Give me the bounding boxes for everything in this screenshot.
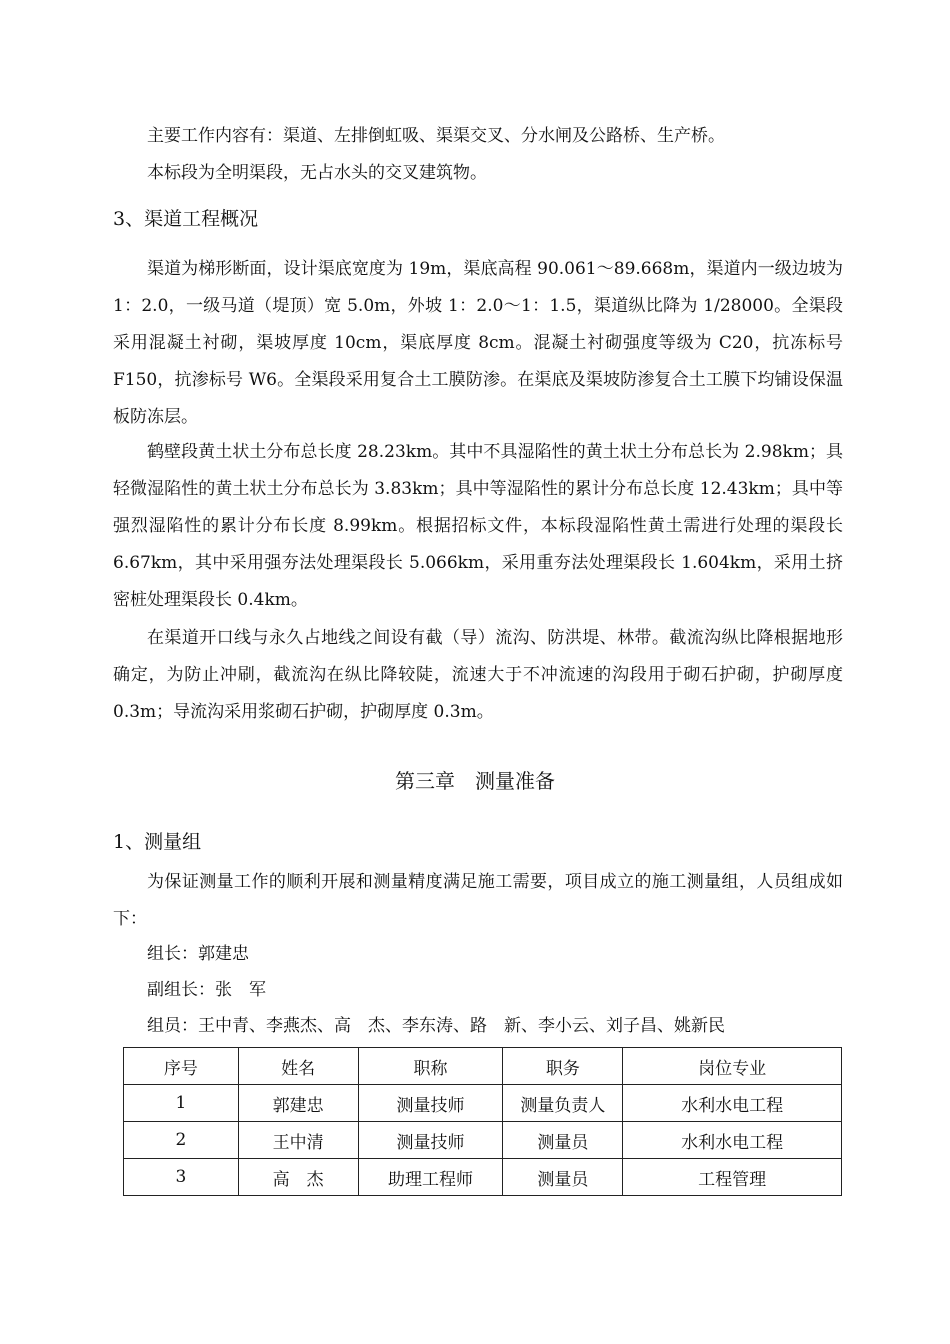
table-cell: 王中清 [238,1122,358,1159]
header-position: 职务 [503,1048,623,1085]
table-header-row [124,1048,842,1085]
table-row [124,1159,842,1196]
staff-table [123,1047,842,1196]
section-1-paragraph: 为保证测量工作的顺利开展和测量精度满足施工需要，项目成立的施工测量组，人员组成如下： [113,872,843,929]
table-cell: 1 [124,1085,239,1122]
table-row [124,1122,842,1159]
chapter-title: 第三章 测量准备 [395,769,555,793]
table-cell: 郭建忠 [238,1085,358,1122]
section-1-heading: 1、测量组 [113,831,202,853]
table-cell: 测量员 [503,1122,623,1159]
intro-line-1: 主要工作内容有：渠道、左排倒虹吸、渠渠交叉、分水闸及公路桥、生产桥。 [147,126,725,146]
table-cell: 工程管理 [623,1159,842,1196]
header-index: 序号 [124,1048,239,1085]
section-3-heading: 3、渠道工程概况 [113,208,259,230]
header-specialty: 岗位专业 [623,1048,842,1085]
header-name: 姓名 [238,1048,358,1085]
header-title: 职称 [358,1048,503,1085]
table-cell: 助理工程师 [358,1159,503,1196]
table-cell: 测量技师 [358,1085,503,1122]
section-3-paragraph-1: 渠道为梯形断面，设计渠底宽度为 19m，渠底高程 90.061～89.668m，渠道内一级边坡为 1：2.0，一级马道（堤顶）宽 5.0m，外坡 1：2.0～1：1.5，渠道纵比降为 1/28000。全渠段采用混凝土衬砌，渠坡厚度 10cm，渠底厚度 8cm。混凝土衬砌强度等级为 C20，抗冻标号 F150，抗渗标号 W6。全渠段采用复合土工膜防渗。在渠底及渠坡防渗复合土工膜下均铺设保温板防冻层。 [113,259,843,427]
table-cell: 2 [124,1122,239,1159]
team-leader: 组长：郭建忠 [147,944,249,964]
table-cell: 高 杰 [238,1159,358,1196]
deputy-leader: 副组长：张 军 [147,980,266,1000]
table-cell: 测量员 [503,1159,623,1196]
table-cell: 3 [124,1159,239,1196]
section-3-paragraph-3: 在渠道开口线与永久占地线之间设有截（导）流沟、防洪堤、林带。截流沟纵比降根据地形确定，为防止冲刷，截流沟在纵比降较陡，流速大于不冲流速的沟段用于砌石护砌，护砌厚度 0.3m；导流沟采用浆砌石护砌，护砌厚度 0.3m。 [113,628,843,722]
table-cell: 水利水电工程 [623,1122,842,1159]
table-cell: 测量负责人 [503,1085,623,1122]
table-row [124,1085,842,1122]
intro-line-2: 本标段为全明渠段，无占水头的交叉建筑物。 [147,163,487,183]
team-members: 组员：王中青、李燕杰、高 杰、李东涛、路 新、李小云、刘子昌、姚新民 [147,1016,725,1036]
table-cell: 测量技师 [358,1122,503,1159]
section-3-paragraph-2: 鹤壁段黄土状土分布总长度 28.23km。其中不具湿陷性的黄土状土分布总长为 2.98km；具轻微湿陷性的黄土状土分布总长为 3.83km；具中等湿陷性的累计分布总长度 12.43km；具中等强烈湿陷性的累计分布长度 8.99km。根据招标文件，本标段湿陷性黄土需进行处理的渠段长 6.67km，其中采用强夯法处理渠段长 5.066km，采用重夯法处理渠段长 1.604km，采用土挤密桩处理渠段长 0.4km。 [113,442,843,610]
table-cell: 水利水电工程 [623,1085,842,1122]
